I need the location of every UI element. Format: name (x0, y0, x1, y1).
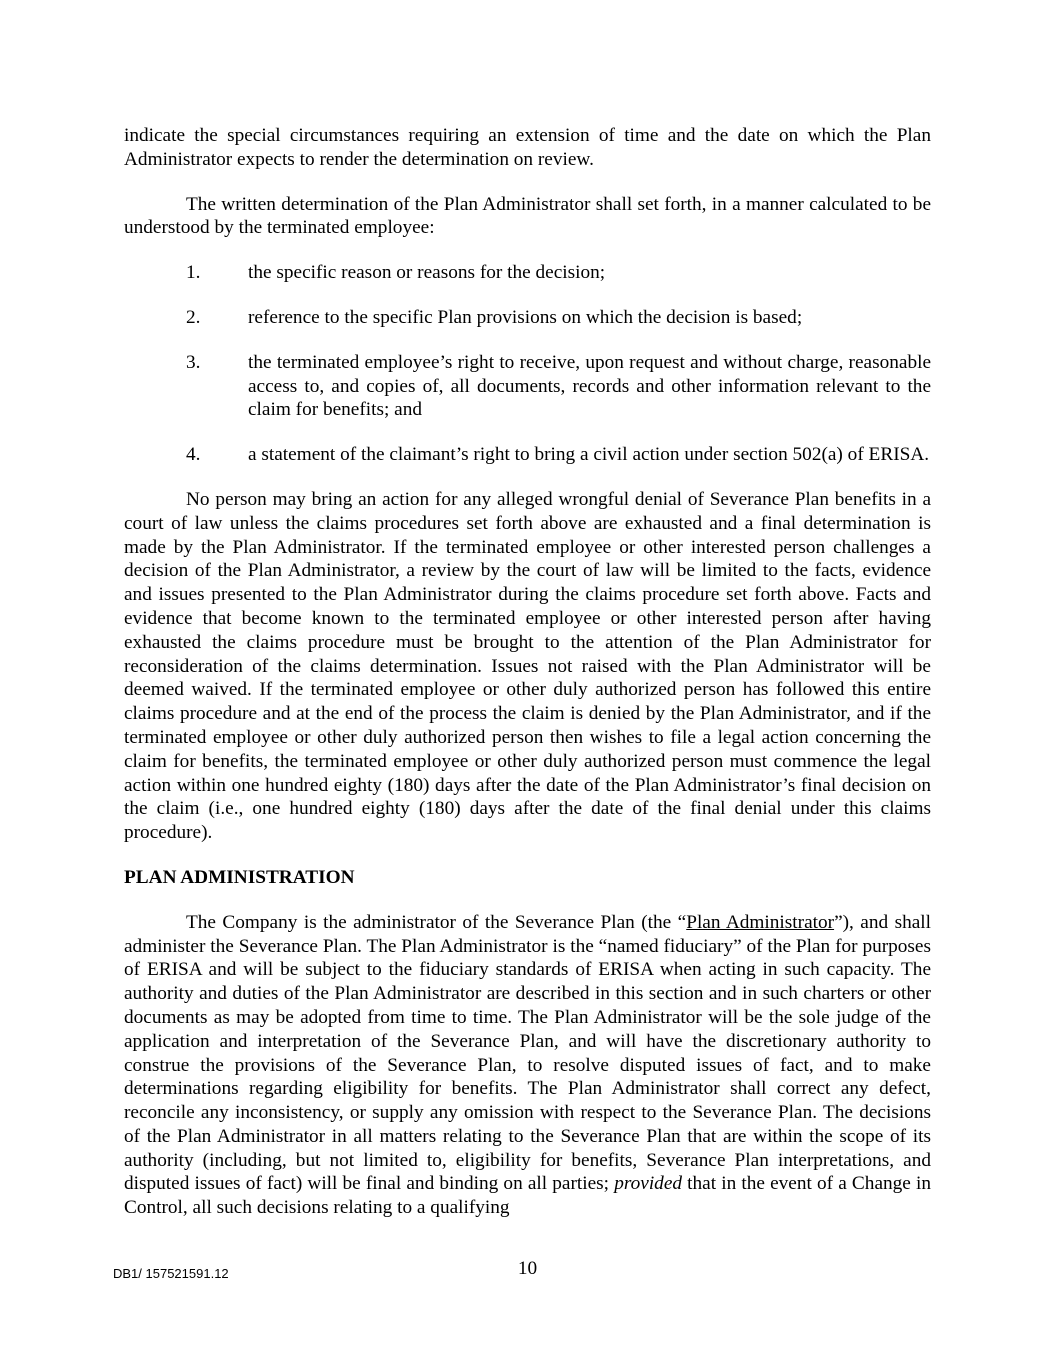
paragraph-plan-administration (124, 911, 931, 1220)
list-item (124, 261, 931, 285)
paragraph-text-start: The Company is the administrator of the Severance Plan (the “ (186, 911, 687, 933)
paragraph-text-end: that in the event of a Change in Control, all such decisions relating to a qualifying (124, 1173, 931, 1219)
section-heading: PLAN ADMINISTRATION (124, 866, 355, 888)
list-item-text: reference to the specific Plan provisions on which the decision is based; (248, 306, 803, 328)
paragraph-legal-action: No person may bring an action for any alleged wrongful denial of Severance Plan benefits in a court of law unless the claims procedures set forth above are exhausted and a final determination is made by the Plan Administrator. If the terminated employee or other interested person challenges a decision of the Plan Administrator, a review by the court of law will be limited to the facts, evidence and issues presented to the Plan Administrator during the claims procedure set forth above. Facts and evidence that become known to the terminated employee or other interested person after having exhausted the claims procedure must be brought to the attention of the Plan Administrator for reconsideration of the claims determination. Issues not raised with the Plan Administrator will be deemed waived. If the terminated employee or other duly authorized person has followed this entire claims procedure and at the end of the process the claim is denied by the Plan Administrator, and if the terminated employee or other duly authorized person then wishes to file a legal action concerning the claim for benefits, the terminated employee or other duly authorized person must commence the legal action within one hundred eighty (180) days after the date of the Plan Administrator’s final decision on the claim (i.e., one hundred eighty (180) days after the date of the final denial under this claims procedure). (124, 488, 931, 844)
list-item-number: 3. (186, 351, 201, 373)
paragraph-text-middle: ”), and shall administer the Severance Plan. The Plan Administrator is the “named fiduciary” of the Plan for purposes of ERISA and will be subject to the fiduciary standards of ERISA when acting in such capacity. The authority and duties of the Plan Administrator are described in this section and in such charters or other documents as may be adopted from time to time. The Plan Administrator will be the sole judge of the application and interpretation of the Severance Plan, and will have the discretionary authority to construe the provisions of the Severance Plan, to resolve disputed issues of fact, and to make determinations regarding eligibility for benefits. The Plan Administrator shall correct any defect, reconcile any inconsistency, or supply any omission with respect to the Severance Plan. The decisions of the Plan Administrator in all matters relating to the Severance Plan that are within the scope of its authority (including, but not limited to, eligibility for benefits, Severance Plan interpretations, and disputed issues of fact) will be final and binding on all parties; (124, 911, 931, 1195)
italic-term: provided (614, 1173, 683, 1195)
defined-term: Plan Administrator (686, 911, 835, 933)
list-item (124, 351, 931, 422)
document-body (124, 124, 931, 1241)
list-item (124, 443, 931, 467)
list-item-number: 4. (186, 444, 201, 466)
list-item-number: 1. (186, 262, 201, 284)
list-item (124, 306, 931, 330)
page-number: 10 (517, 1258, 538, 1279)
list-item-number: 2. (186, 306, 201, 328)
list-item-text: the specific reason or reasons for the decision; (248, 262, 606, 284)
list-item-text: a statement of the claimant’s right to bring a civil action under section 502(a) of ERISA. (248, 444, 930, 466)
paragraph-continuation: indicate the special circumstances requiring an extension of time and the date on which the Plan Administrator expects to render the determination on review. (124, 125, 931, 170)
list-item-text: the terminated employee’s right to receive, upon request and without charge, reasonable access to, and copies of, all documents, records and other information relevant to the claim for benefits; and (248, 351, 931, 421)
paragraph-written-determination: The written determination of the Plan Administrator shall set forth, in a manner calculated to be understood by the terminated employee: (124, 193, 931, 239)
document-id: DB1/ 157521591.12 (113, 1266, 229, 1281)
